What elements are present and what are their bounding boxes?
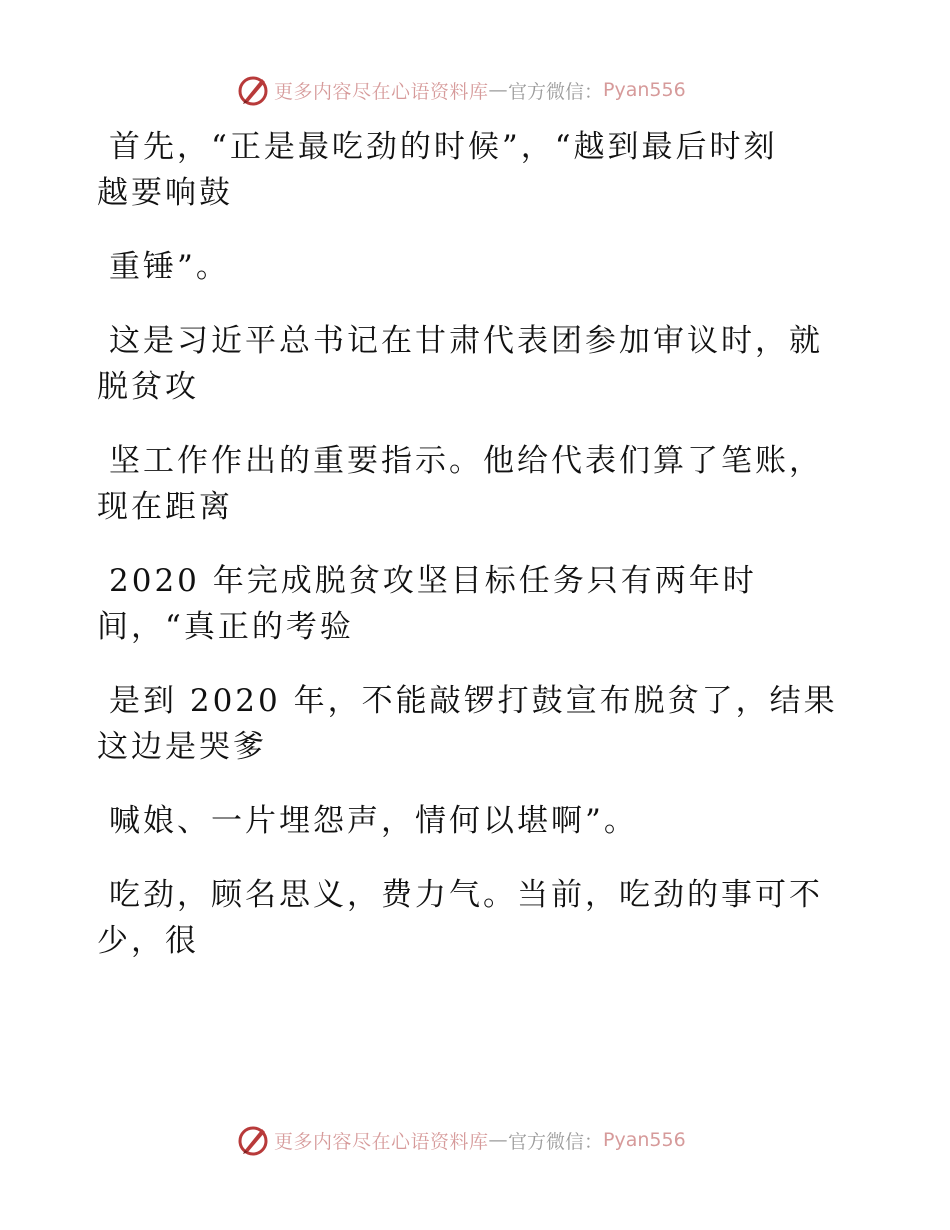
watermark-separator: —: [488, 1129, 509, 1151]
text-line: 2020 年完成脱贫攻坚目标任务只有两年时: [109, 563, 757, 599]
watermark-separator: —: [488, 79, 509, 101]
text-line: 这边是哭爹: [97, 729, 267, 765]
text-line: 越要响鼓: [97, 175, 233, 211]
document-body: [97, 124, 837, 964]
text-line: 少，很: [97, 923, 199, 959]
text-line: 脱贫攻: [97, 369, 199, 405]
watermark-site-text: 更多内容尽在心语资料库: [274, 80, 489, 103]
quill-pen-logo-icon: [236, 73, 270, 107]
text-line: 重锤”。: [109, 249, 230, 285]
text-line: 喊娘、一片埋怨声，情何以堪啊”。: [109, 803, 638, 839]
watermark-site-text: 更多内容尽在心语资料库: [274, 1130, 489, 1153]
watermark-wechat-id: Pyan556: [603, 79, 686, 101]
text-line: 吃劲，顾名思义，费力气。当前，吃劲的事可不: [109, 877, 823, 913]
text-line: 首先，“正是最吃劲的时候”，“越到最后时刻: [109, 129, 778, 165]
text-line: 间，“真正的考验: [97, 609, 354, 645]
text-line: 这是习近平总书记在甘肃代表团参加审议时，就: [109, 323, 823, 359]
watermark-wechat-id: Pyan556: [603, 1129, 686, 1151]
text-line: 坚工作作出的重要指示。他给代表们算了笔账，: [109, 443, 823, 479]
quill-pen-logo-icon: [236, 1123, 270, 1157]
watermark-wechat-label: 官方微信：: [508, 80, 604, 103]
watermark-wechat-label: 官方微信：: [508, 1130, 604, 1153]
text-line: 现在距离: [97, 489, 233, 525]
text-line: 是到 2020 年，不能敲锣打鼓宣布脱贫了，结果: [109, 683, 838, 719]
footer-watermark: [236, 1122, 686, 1158]
header-watermark: [236, 72, 686, 108]
